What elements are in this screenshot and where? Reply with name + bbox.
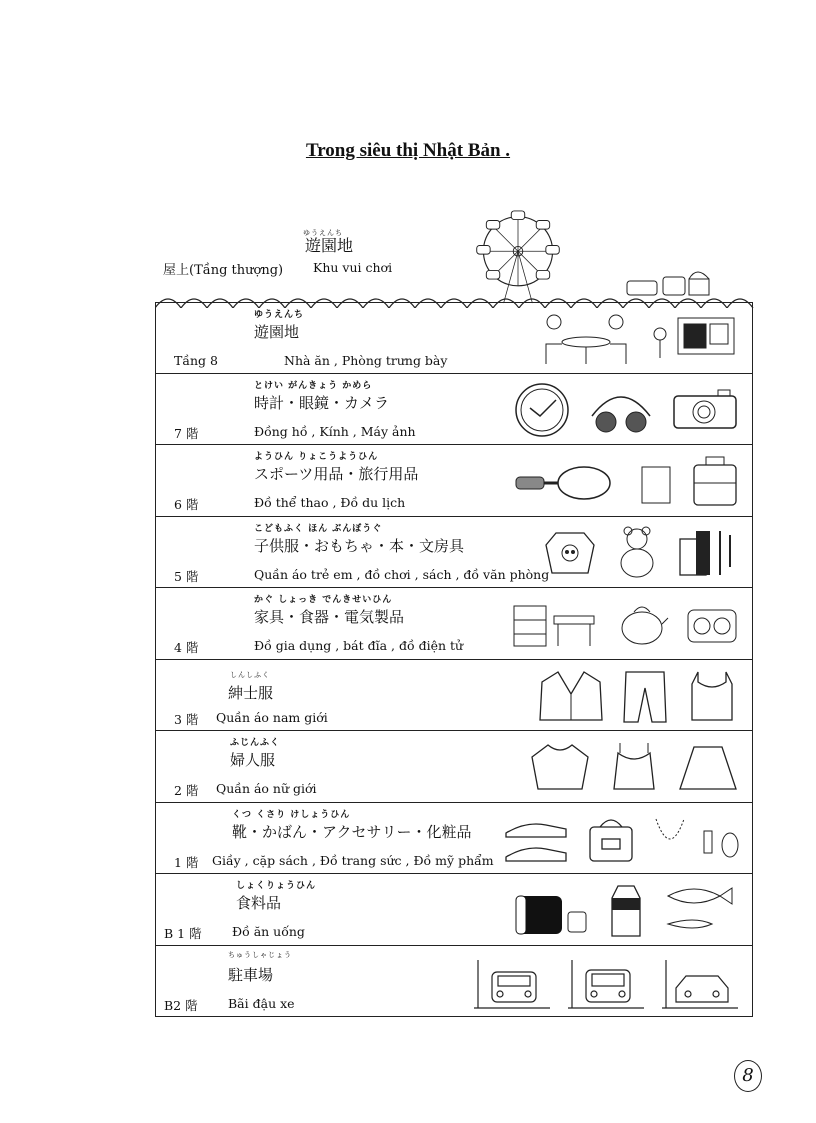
floor-ruby: とけい がんきょう かめら: [254, 380, 373, 391]
floor-japanese-label: 子供服・おもちゃ・本・文房具: [254, 536, 465, 555]
floor-description: Nhà ăn , Phòng trưng bày: [284, 353, 448, 368]
floor-ruby: かぐ しょっき でんきせいひん: [254, 595, 393, 605]
floor-japanese-label: 遊園地: [254, 323, 300, 341]
floor-ruby: ちゅうしゃじょう: [228, 950, 292, 959]
floor-icons: [512, 882, 740, 938]
floor-row-6: [155, 445, 753, 517]
jacket-icon: [536, 668, 606, 724]
floor-description: Đồ thể thao , Đồ du lịch: [254, 495, 406, 510]
page-number: 8: [734, 1060, 762, 1092]
handbag-icon: [586, 811, 636, 867]
floor-japanese-label: 駐車場: [228, 965, 274, 984]
floor-japanese-label: スポーツ用品・旅行用品: [254, 465, 419, 483]
floor-number: 1 階: [174, 854, 199, 870]
rooftop-description: Khu vui chơi: [313, 260, 393, 275]
floor-row-b2: [155, 946, 753, 1018]
floor-description: Quần áo nam giới: [216, 709, 328, 725]
kettle-icon: [614, 596, 670, 652]
floor-description: Đồ gia dụng , bát đĩa , đồ điện tử: [254, 638, 464, 653]
floor-number: 5 階: [174, 568, 199, 584]
car-icon: [566, 954, 646, 1010]
floor-row-4: [155, 588, 753, 660]
fish-icon: [660, 882, 740, 938]
floor-number: 2 階: [174, 783, 199, 798]
milk-carton-icon: [606, 882, 646, 938]
floor-ruby: ふじんふく: [230, 738, 281, 748]
floor-icons: [536, 311, 740, 367]
floor-ruby: ゆうえんち: [254, 310, 305, 320]
camisole-icon: [606, 739, 662, 795]
floor-japanese-label: 家具・食器・電気製品: [254, 608, 405, 626]
furniture-icon: [510, 596, 600, 652]
rooftop-section: [155, 205, 755, 300]
skirt-icon: [676, 739, 740, 795]
floor-ruby: しょくりょうひん: [236, 881, 317, 891]
tank-top-icon: [684, 668, 740, 724]
floor-description: Đồng hồ , Kính , Máy ảnh: [254, 423, 416, 439]
floor-row-b1: [155, 874, 753, 946]
floor-japanese-label: 時計・眼鏡・カメラ: [254, 393, 390, 412]
floor-icons: [512, 382, 740, 438]
trousers-icon: [620, 668, 670, 724]
floor-ruby: しんしふく: [230, 670, 270, 679]
bag-icon: [636, 453, 676, 509]
floor-number: 4 階: [174, 640, 199, 655]
suitcase-icon: [690, 453, 740, 509]
floor-number: 6 階: [174, 497, 199, 512]
books-icon: [676, 525, 740, 581]
floor-japanese-label: 靴・かばん・アクセサリー・化粧品: [232, 822, 472, 841]
floor-ruby: くつ くさり けしょうひん: [232, 809, 351, 820]
floor-japanese-label: 紳士服: [228, 683, 274, 702]
floor-directory: [155, 302, 753, 1017]
glasses-icon: [586, 382, 656, 438]
floor-number: B2 階: [164, 997, 198, 1013]
shoes-icon: [502, 811, 572, 867]
blouse-icon: [528, 739, 592, 795]
floor-row-5: [155, 517, 753, 589]
floor-number: Tầng 8: [174, 353, 218, 368]
floor-description: Bãi đậu xe: [228, 995, 295, 1011]
car-icon: [660, 954, 740, 1010]
appliance-icon: [684, 596, 740, 652]
floor-description: Quần áo nữ giới: [216, 781, 317, 796]
floor-japanese-label: 婦人服: [230, 751, 276, 769]
floor-icons: [512, 453, 740, 509]
bread-icon: [512, 882, 592, 938]
floor-icons: [510, 596, 740, 652]
floor-row-7: [155, 374, 753, 446]
rooftop-floor-label: 屋上(Tầng thượng): [163, 263, 284, 278]
floor-japanese-label: 食料品: [236, 894, 282, 912]
floor-row-1: [155, 803, 753, 875]
floor-icons: [528, 739, 740, 795]
floor-number: B 1 階: [164, 926, 202, 941]
floor-description: Đồ ăn uống: [232, 924, 305, 939]
floor-description: Quần áo trẻ em , đồ chơi , sách , đồ văn phòng: [254, 566, 550, 582]
clock-icon: [512, 382, 572, 438]
floor-ruby: ようひん りょこうようひん: [254, 452, 379, 462]
teddy-bear-icon: [612, 525, 662, 581]
racket-icon: [512, 453, 622, 509]
sweater-icon: [542, 525, 598, 581]
dining-table-icon: [536, 312, 636, 366]
gallery-frame-icon: [650, 312, 740, 366]
floor-number: 3 階: [174, 711, 199, 727]
rooftop-ruby: ゆうえんち: [303, 229, 343, 237]
floor-row-2: [155, 731, 753, 803]
floor-ruby: こどもふく ほん ぶんぼうぐ: [254, 523, 383, 534]
floor-icons: [536, 668, 740, 724]
floor-row-8: [155, 302, 753, 374]
necklace-icon: [650, 811, 740, 867]
page-title: Trong siêu thị Nhật Bản .: [305, 140, 511, 161]
floor-icons: [542, 525, 740, 581]
floor-description: Giầy , cặp sách , Đồ trang sức , Đồ mỹ phẩm: [212, 852, 494, 868]
floor-icons: [502, 811, 740, 867]
camera-icon: [670, 382, 740, 438]
floor-row-3: [155, 660, 753, 732]
rooftop-japanese-label: 遊園地: [305, 236, 354, 255]
car-icon: [472, 954, 552, 1010]
floor-number: 7 階: [174, 425, 199, 441]
floor-icons: [472, 954, 740, 1010]
